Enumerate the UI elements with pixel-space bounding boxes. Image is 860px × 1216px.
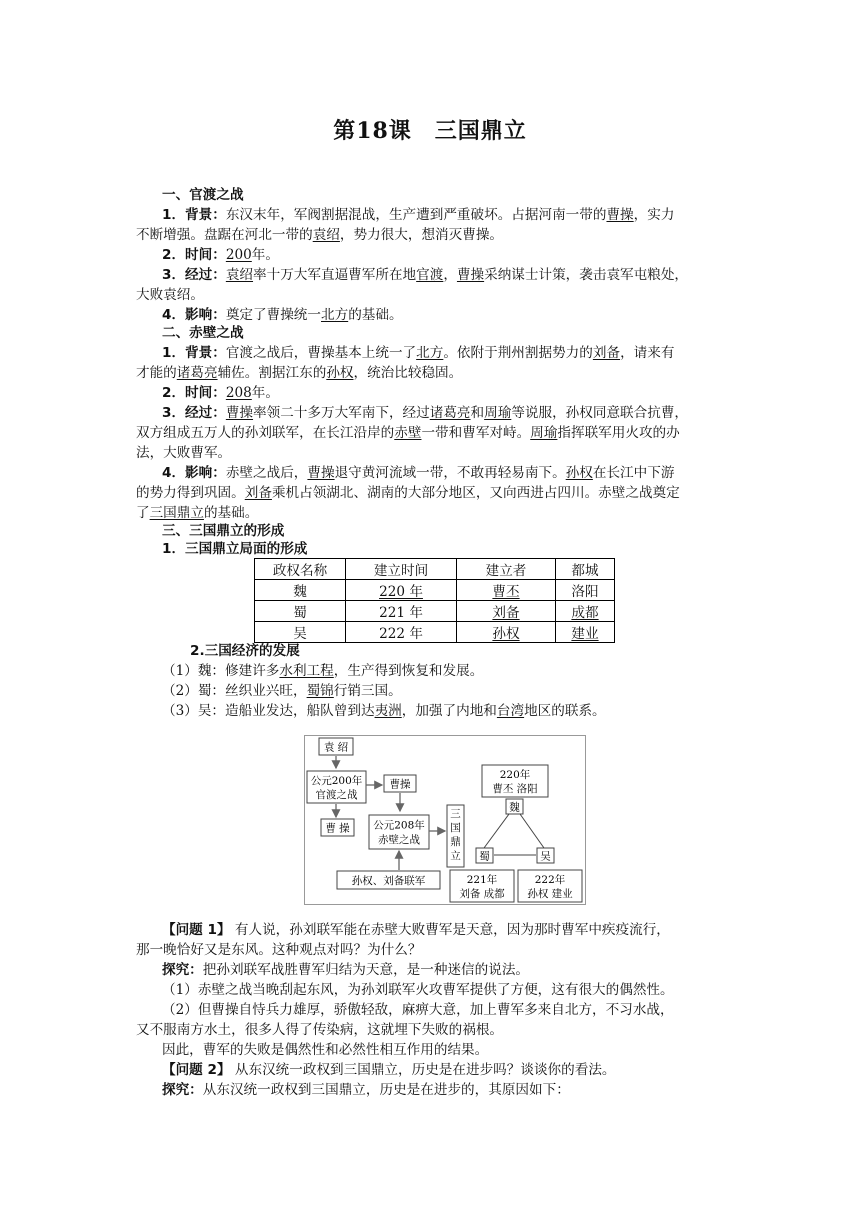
table-cell: 吴 [255, 622, 346, 643]
paragraph-line: 了三国鼎立的基础。 [136, 505, 259, 521]
wei-label: 魏 [509, 801, 520, 814]
paragraph-line: （2）蜀：丝织业兴旺，蜀锦行销三国。 [162, 683, 402, 699]
paragraph-line: 1．背景：官渡之战后，曹操基本上统一了北方。依附于荆州割据势力的刘备，请来有 [162, 345, 675, 361]
paragraph-line: 1．背景：东汉末年，军阀割据混战，生产遭到严重破坏。占据河南一带的曹操，实力 [162, 207, 675, 223]
paragraph-line: 才能的诸葛亮辅佐。割据江东的孙权，统治比较稳固。 [136, 365, 463, 381]
table-cell: 洛阳 [556, 580, 615, 601]
table-header: 都城 [556, 559, 615, 580]
table-header: 建立时间 [346, 559, 457, 580]
wu-label: 吴 [540, 850, 551, 863]
guandu-label: 官渡之战 [315, 789, 358, 801]
section-heading-sanguo: 三、三国鼎立的形成 [162, 523, 285, 539]
paragraph-line: 双方组成五万人的孙刘联军，在长江沿岸的赤壁一带和曹军对峙。周瑜指挥联军用火攻的办 [136, 425, 680, 441]
table-cell: 成都 [556, 601, 615, 622]
paragraph-line: 那一晚恰好又是东风。这种观点对吗？为什么？ [136, 942, 422, 958]
paragraph-line: 不断增强。盘踞在河北一带的袁绍，势力很大，想消灭曹操。 [136, 227, 504, 243]
paragraph-line: 大败袁绍。 [136, 287, 204, 303]
alliance-label: 孙权、刘备联军 [351, 875, 426, 887]
section-heading-chibi: 二、赤壁之战 [162, 325, 244, 341]
chibi-label: 赤壁之战 [378, 834, 420, 846]
paragraph-line: 探究：把孙刘联军战胜曹军归结为天意，是一种迷信的说法。 [162, 962, 530, 978]
table-cell: 曹丕 [457, 580, 556, 601]
subsection-heading: 1．三国鼎立局面的形成 [162, 541, 308, 557]
table-header: 政权名称 [255, 559, 346, 580]
yuanshao-label: 袁 绍 [323, 741, 349, 754]
paragraph-line: 法，大败曹军。 [136, 445, 232, 461]
regime-table [254, 558, 615, 643]
paragraph-line: （1）魏：修建许多水利工程，生产得到恢复和发展。 [162, 663, 484, 679]
three-kingdoms-diagram [304, 735, 586, 905]
paragraph-line: 4．影响：赤壁之战后，曹操退守黄河流域一带，不敢再轻易南下。孙权在长江中下游 [162, 465, 675, 481]
table-header-row [255, 559, 615, 580]
guandu-year: 公元200年 [310, 775, 363, 787]
shu-label: 蜀 [479, 850, 490, 863]
question-2: 【问题 2】 从东汉统一政权到三国鼎立，历史是在进步吗？谈谈你的看法。 [162, 1062, 616, 1078]
chibi-year: 公元208年 [373, 819, 425, 832]
paragraph-line: 4．影响：奠定了曹操统一北方的基础。 [162, 307, 403, 323]
caocao-label: 曹操 [389, 778, 411, 791]
paragraph-line: （2）但曹操自恃兵力雄厚，骄傲轻敌，麻痹大意，加上曹军多来自北方，不习水战， [162, 1002, 674, 1018]
table-cell: 222 年 [346, 622, 457, 643]
table-header: 建立者 [457, 559, 556, 580]
table-row [255, 622, 615, 643]
paragraph-line: 2．时间：208年。 [162, 385, 279, 401]
table-cell: 建业 [556, 622, 615, 643]
sanguo-char: 三 [450, 808, 461, 820]
table-cell: 刘备 [457, 601, 556, 622]
sanguo-char: 立 [450, 850, 461, 862]
table-cell: 魏 [255, 580, 346, 601]
table-cell: 孙权 [457, 622, 556, 643]
caocao-left-label: 曹 操 [325, 822, 350, 835]
table-cell: 221 年 [346, 601, 457, 622]
paragraph-line: （1）赤壁之战当晚刮起东风，为孙刘联军火攻曹军提供了方便，这有很大的偶然性。 [162, 982, 674, 998]
sanguo-char: 鼎 [450, 836, 461, 848]
paragraph-line: 3．经过：袁绍率十万大军直逼曹军所在地官渡，曹操采纳谋士计策，袭击袁军屯粮处， [162, 267, 689, 283]
table-cell: 220 年 [346, 580, 457, 601]
section-heading-guandu: 一、官渡之战 [162, 187, 244, 203]
paragraph-line: 又不服南方水土，很多人得了传染病，这就埋下失败的祸根。 [136, 1022, 504, 1038]
table-row [255, 601, 615, 622]
paragraph-line: 因此，曹军的失败是偶然性和必然性相互作用的结果。 [162, 1042, 489, 1058]
shu-year: 221年 [466, 874, 498, 886]
shu-founder-capital: 刘备 成都 [459, 888, 505, 900]
wu-founder-capital: 孙权 建业 [527, 888, 573, 900]
wu-year: 222年 [534, 874, 566, 886]
question-1: 【问题 1】 有人说，孙刘联军能在赤壁大败曹军是天意，因为那时曹军中疾疫流行， [162, 922, 670, 938]
wei-founder-capital: 曹丕 洛阳 [492, 783, 538, 795]
paragraph-line: 探究：从东汉统一政权到三国鼎立，历史是在进步的，其原因如下： [162, 1082, 570, 1098]
wei-year: 220年 [499, 769, 531, 781]
table-cell: 蜀 [255, 601, 346, 622]
paragraph-line: 3．经过：曹操率领二十多万大军南下，经过诸葛亮和周瑜等说服，孙权同意联合抗曹， [162, 405, 689, 421]
paragraph-line: 的势力得到巩固。刘备乘机占领湖北、湖南的大部分地区，又向西进占四川。赤壁之战奠定 [136, 485, 680, 501]
sanguo-char: 国 [450, 822, 461, 834]
page-title: 第18课 三国鼎立 [333, 118, 527, 144]
paragraph-line: （3）吴：造船业发达，船队曾到达夷洲，加强了内地和台湾地区的联系。 [162, 703, 606, 719]
paragraph-line: 2．时间：200年。 [162, 247, 279, 263]
table-row [255, 580, 615, 601]
subsection-heading: 2.三国经济的发展 [190, 643, 300, 659]
